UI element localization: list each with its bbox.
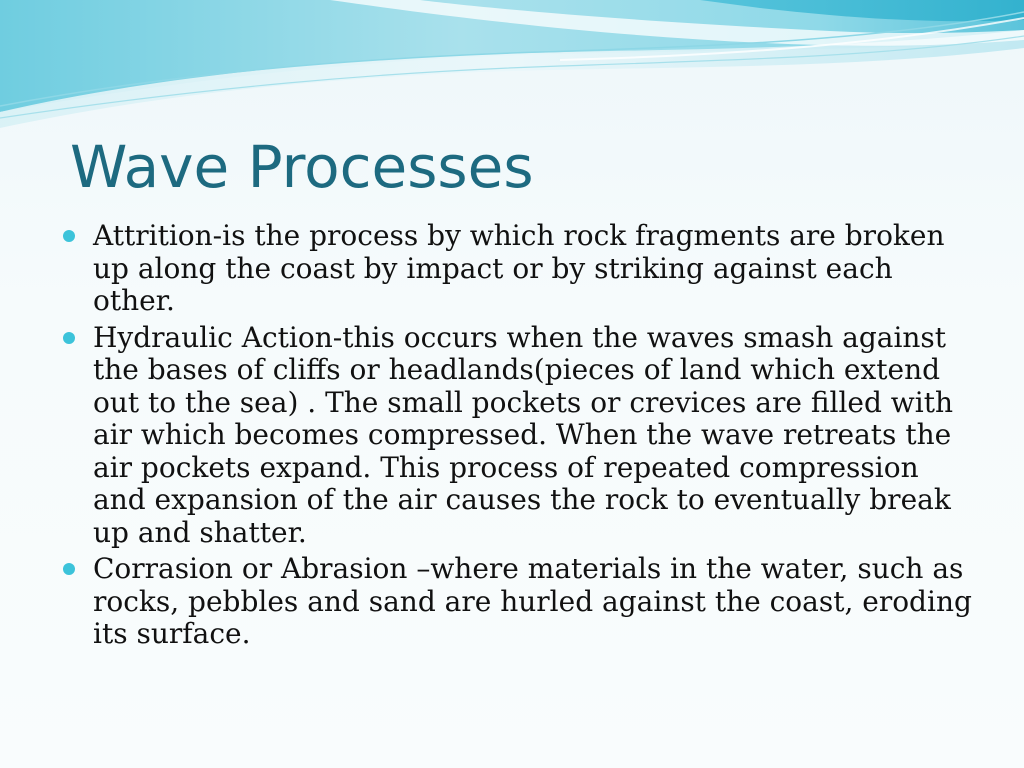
bullet-dot-icon <box>63 230 75 242</box>
bullet-text: Attrition-is the process by which rock fragments are broken up along the coast by impact or by striking against each other. <box>93 219 945 317</box>
slide-title: Wave Processes <box>70 133 534 201</box>
bullet-text: Corrasion or Abrasion –where materials in the water, such as rocks, pebbles and sand are hurled against the coast, eroding its surface. <box>93 552 972 650</box>
bullet-text: Hydraulic Action-this occurs when the waves smash against the bases of cliffs or headlands(pieces of land which extend out to the sea) . The small pockets or crevices are filled with air which becomes compressed. When the wave retreats the air pockets expand. This process of repeated compression and expansion of the air causes the rock to eventually break up and shatter. <box>93 320 954 549</box>
bullet-item-hydraulic-action <box>60 322 980 550</box>
wave-banner-decoration <box>0 0 1024 130</box>
bullet-list <box>60 220 980 655</box>
bullet-dot-icon <box>63 563 75 575</box>
bullet-item-attrition <box>60 220 980 318</box>
bullet-item-corrasion <box>60 553 980 651</box>
bullet-dot-icon <box>63 332 75 344</box>
